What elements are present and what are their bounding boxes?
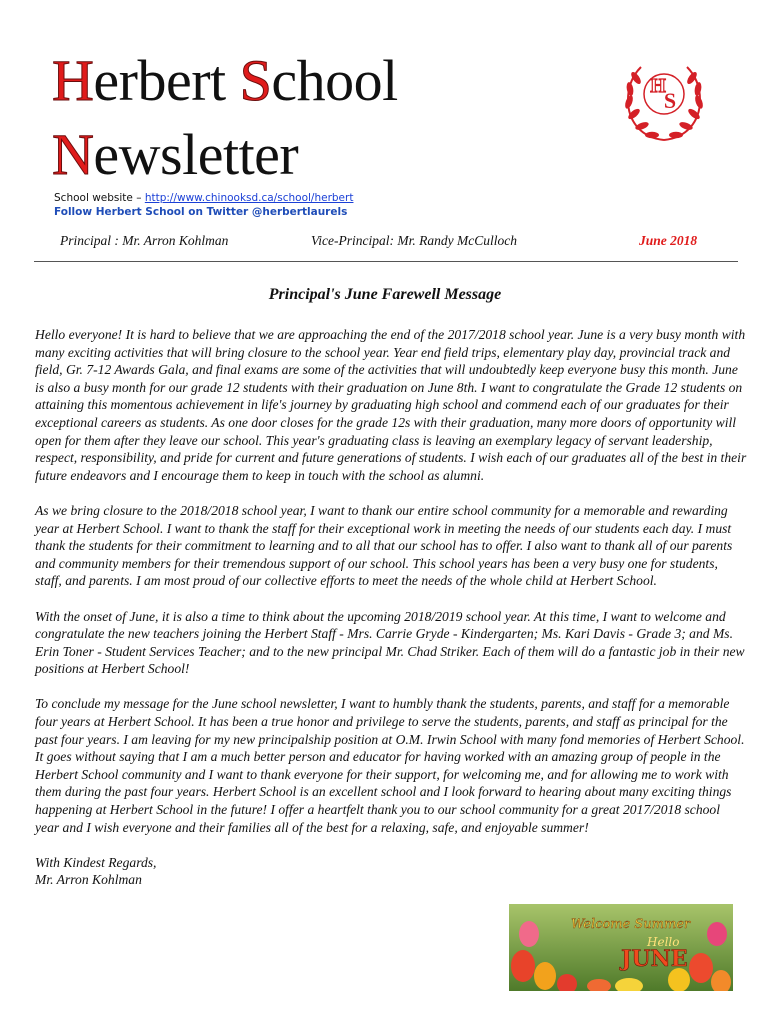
website-link[interactable]: http://www.chinooksd.ca/school/herbert	[144, 192, 354, 204]
closing-salutation: With Kindest Regards,	[35, 854, 157, 870]
title-text-ewsletter: ewsletter	[93, 122, 299, 187]
title-initial-h: H	[52, 48, 94, 113]
school-crest-logo	[614, 48, 714, 148]
crest-letter-h: H	[650, 75, 666, 97]
article-paragraph: With the onset of June, it is also a time to think about the upcoming 2018/2019 school year. At this time, I want to welcome and congratulate the new teachers joining the Herbert Staff - Mrs. Carrie Gryde - Kindergarten; Ms. Kari Davis - Grade 3; and Ms. Erin Toner - Student Services Teacher; and to the new principal Mr. Chad Striker. Each of them will do a fantastic job in their new positions at Herbert School!	[35, 608, 745, 677]
photo-caption-welcome-summer: Welcome Summer	[571, 917, 691, 932]
newsletter-title-line2	[52, 122, 299, 187]
crest-letter-s: S	[663, 88, 677, 113]
principal-name: Principal : Mr. Arron Kohlman	[60, 233, 229, 248]
photo-caption-june: JUNE	[621, 946, 688, 972]
newsletter-title-line1	[52, 48, 398, 113]
article-paragraph: Hello everyone! It is hard to believe that we are approaching the end of the 2017/2018 school year. June is a very busy month with many exciting activities that will bring closure to the school year. Year end field trips, elementary play day, provincial track and field, Gr. 7-12 Awards Gala, and final exams are some of the activities that will undoubtedly keep everyone busy this month. June is also a busy month for our grade 12 students with their graduation on June 8th. I want to congratulate the Grade 12 students on attaining this momentous achievement in life's journey by graduating high school and commend each of our graduates for their exceptional careers as students. As one door closes for the grade 12s with their graduation, many more doors of opportunity will open for them after they leave our school. This year's graduating class is leaving an exemplary legacy of servant leadership, respect, responsibility, and pride for current and future generations of students. I wish each of our graduates all of the best in their future endeavors and I encourage them to keep in touch with the school as alumni.	[35, 327, 747, 483]
welcome-summer-june-image	[509, 904, 733, 991]
title-text-erbert: erbert	[93, 48, 240, 113]
header-divider	[34, 261, 738, 262]
closing-signature: Mr. Arron Kohlman	[35, 872, 142, 888]
vice-principal-name: Vice-Principal: Mr. Randy McCulloch	[311, 233, 517, 248]
article-paragraph: As we bring closure to the 2018/2018 school year, I want to thank our entire school community for a memorable and rewarding year at Herbert School. I want to thank the staff for their exceptional work in meeting the needs of our students each day. I must thank the students for their commitment to learning and to all that our school has to offer. I also want to thank all of our parents and community members for their tremendous support of our school. This school years has been a very busy one for students, staff, and parents. I am most proud of our collective efforts to meet the needs of the whole child at Herbert School.	[35, 502, 733, 589]
title-initial-n: N	[52, 122, 94, 187]
title-text-chool: chool	[271, 48, 398, 113]
website-label: School website –	[54, 192, 145, 204]
title-initial-s: S	[239, 48, 272, 113]
twitter-follow-text: Follow Herbert School on Twitter @herbertlaurels	[54, 206, 348, 218]
issue-date: June 2018	[639, 233, 698, 248]
article-paragraph: To conclude my message for the June school newsletter, I want to humbly thank the students, parents, and staff for a memorable four years at Herbert School. It has been a true honor and privilege to serve the students, parents, and staff as principal for the past four years. I am leaving for my new principalship position at O.M. Irwin School with many fond memories of Herbert School. It goes without saying that I am a much better person and educator for having worked with an amazing group of people in the Herbert School community and I want to thank everyone for their support, for welcoming me, and for allowing me to work with them during the past four years. Herbert School is an excellent school and I look forward to hearing about many exciting things happening at Herbert School in the future! I offer a heartfelt thank you to our school community for a great 2017/2018 school year and I wish everyone and their families all of the best for a relaxing, safe, and enjoyable summer!	[35, 696, 745, 835]
photo-caption-hello: Hello	[647, 935, 680, 949]
article-heading: Principal's June Farewell Message	[268, 286, 502, 303]
article-body	[35, 326, 747, 889]
school-website-line	[54, 192, 353, 204]
